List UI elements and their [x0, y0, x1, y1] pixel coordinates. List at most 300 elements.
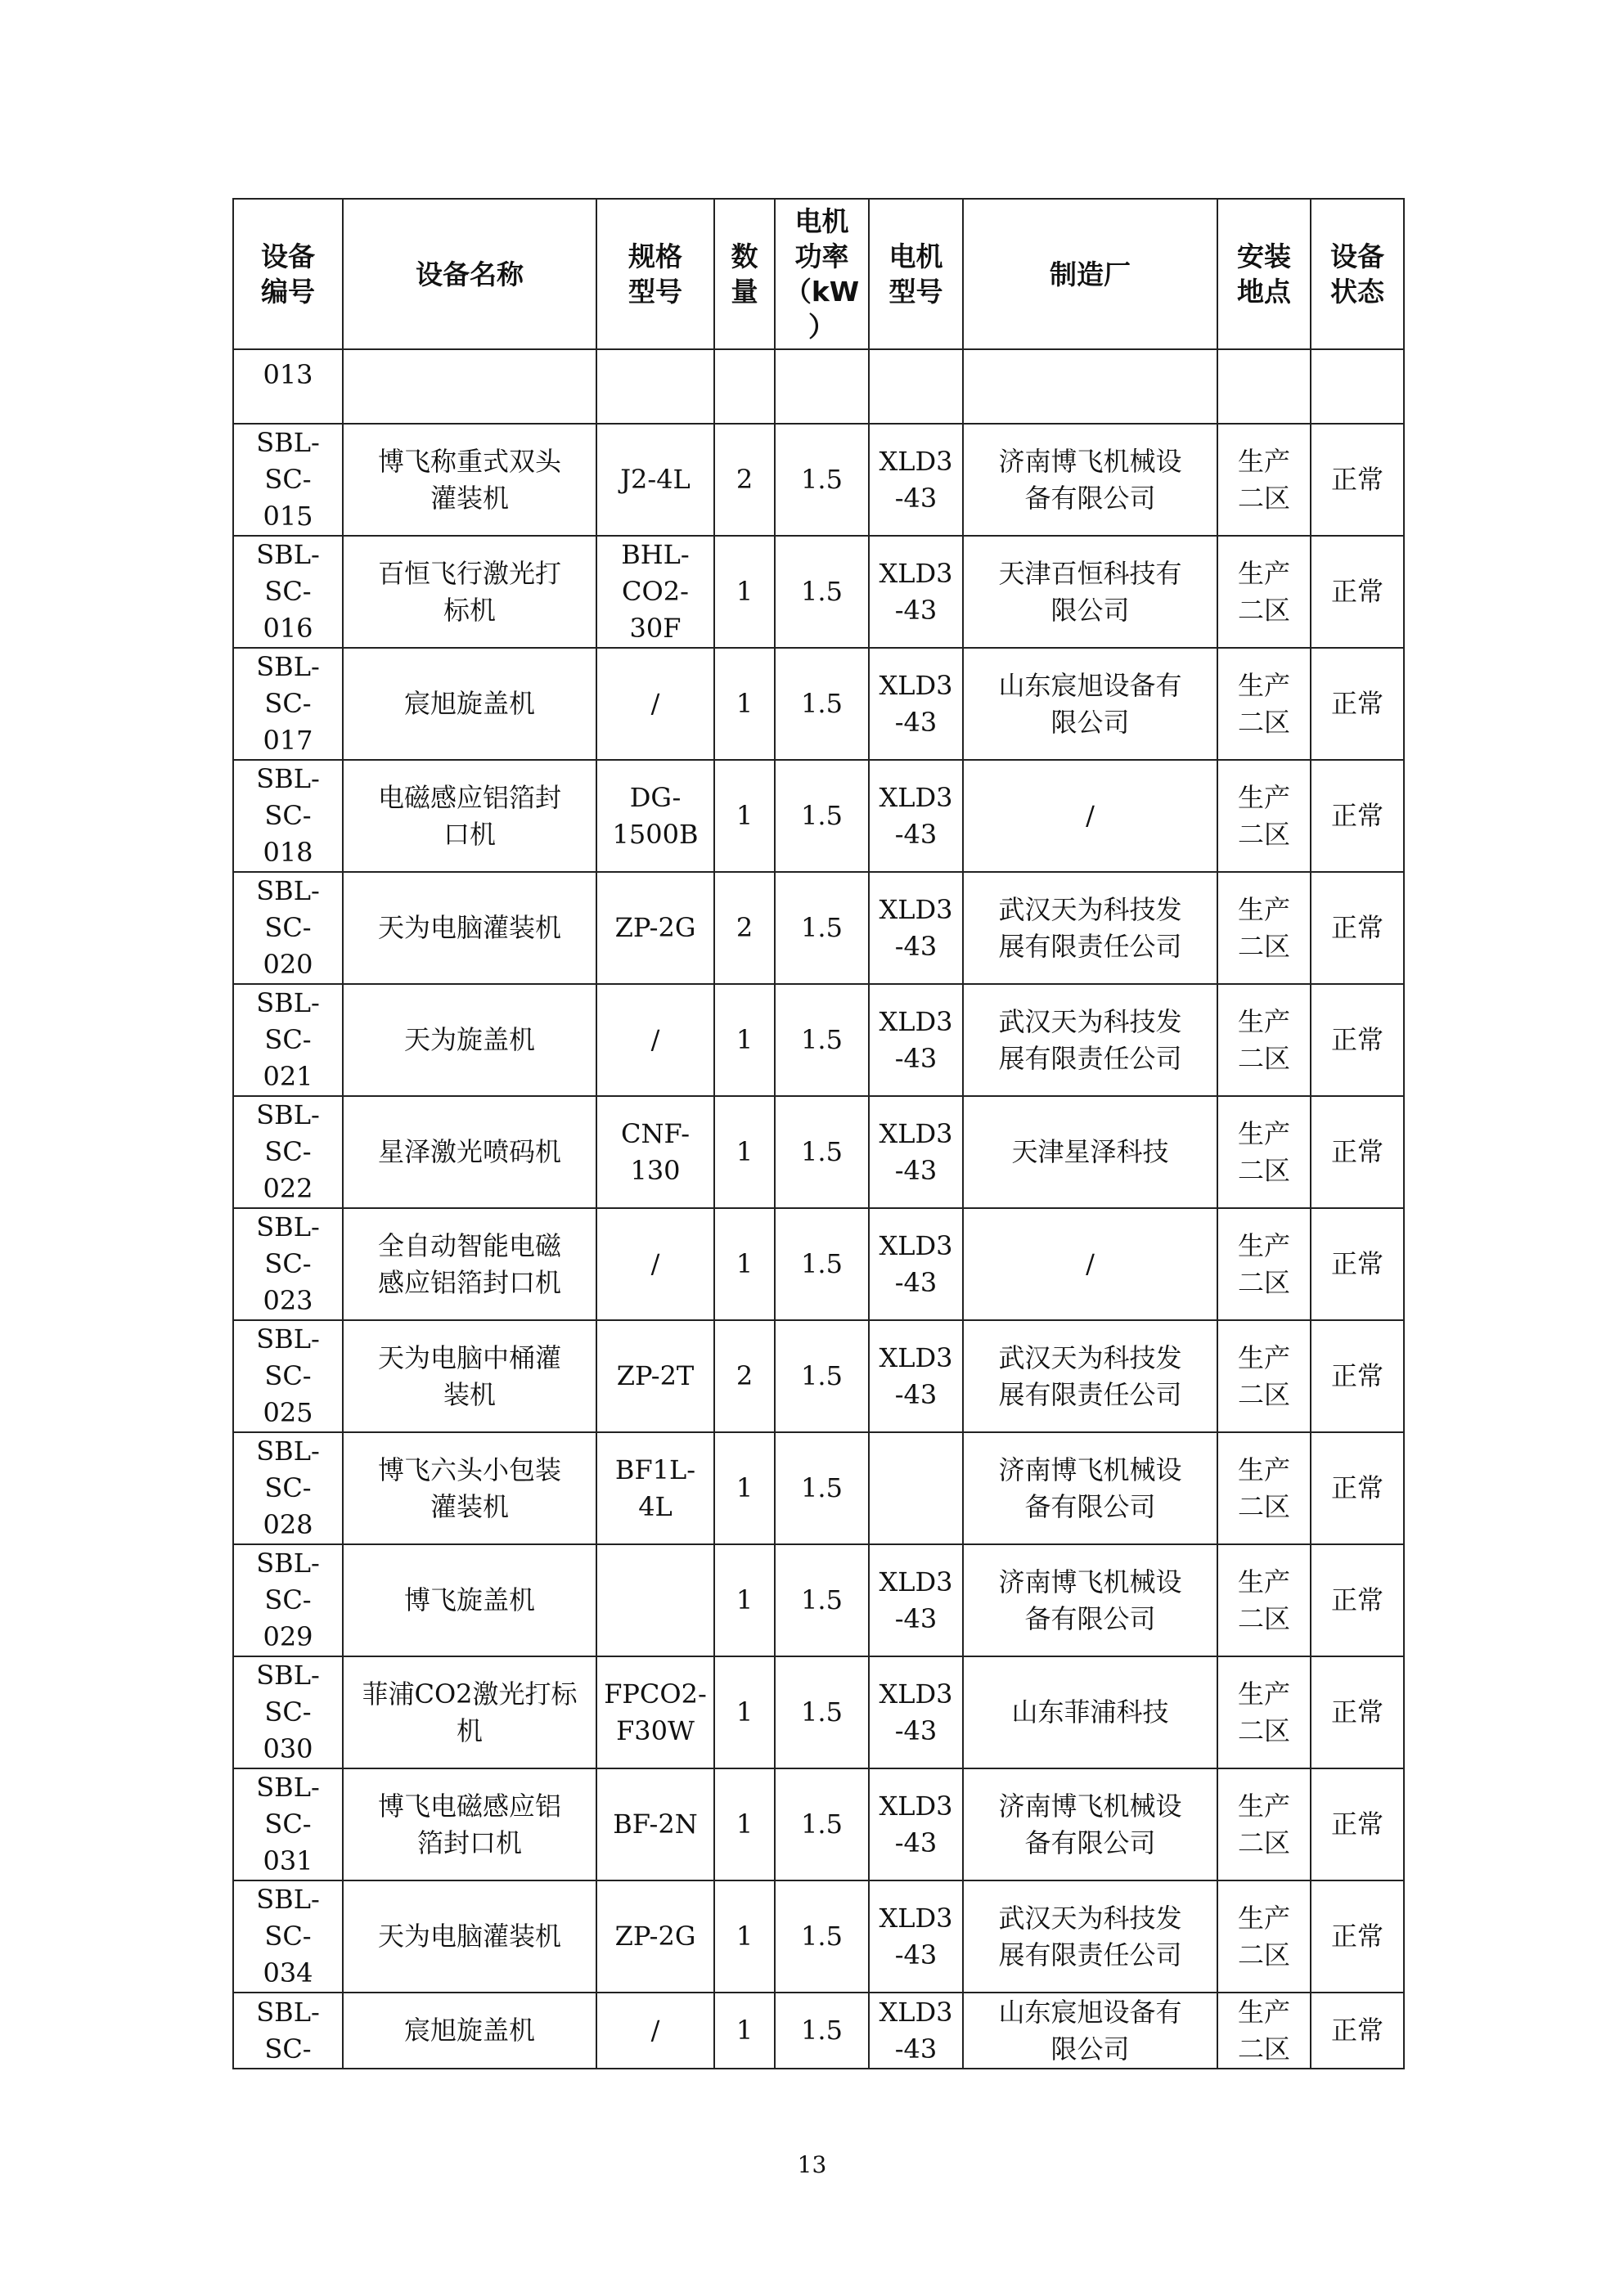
cell-equipment-status: [1311, 648, 1404, 760]
cell-text: 生产 二区: [1237, 669, 1290, 738]
cell-text: /: [650, 2015, 660, 2046]
cell-equipment-status: [1311, 1768, 1404, 1880]
cell-text: 2: [736, 464, 754, 495]
cell-equipment-name: [343, 1993, 596, 2069]
cell-manufacturer: [963, 1320, 1217, 1432]
cell-equipment-id: [233, 984, 343, 1096]
cell-text: 生产 二区: [1237, 1117, 1290, 1186]
cell-text: /: [1086, 800, 1095, 831]
cell-text: SBL- SC- 018: [256, 763, 320, 868]
cell-text: 1: [736, 688, 754, 719]
cell-equipment-name: [343, 648, 596, 760]
cell-spec-model: [596, 1320, 714, 1432]
cell-install-location: [1217, 1768, 1311, 1880]
cell-text: XLD3 -43: [879, 1229, 953, 1298]
cell-text: SBL- SC- 022: [256, 1099, 320, 1204]
cell-equipment-name: [343, 424, 596, 536]
cell-text: XLD3 -43: [879, 1341, 953, 1410]
cell-motor-model: [869, 1432, 963, 1544]
header-spec-model: 规格 型号: [596, 199, 714, 349]
cell-text: 天津星泽科技: [1011, 1136, 1169, 1167]
cell-text: 山东宸旭设备有 限公司: [998, 1996, 1182, 2065]
header-install-location: 安装 地点: [1217, 199, 1311, 349]
cell-text: 博飞称重式双头 灌装机: [377, 445, 561, 514]
cell-motor-model: [869, 1768, 963, 1880]
cell-install-location: [1217, 536, 1311, 648]
cell-text: 正常: [1330, 1808, 1383, 1840]
header-equipment-name: 设备名称: [343, 199, 596, 349]
cell-equipment-name: [343, 1656, 596, 1768]
cell-text: 生产 二区: [1237, 1566, 1290, 1634]
cell-spec-model: [596, 1208, 714, 1320]
cell-manufacturer: [963, 349, 1217, 424]
cell-text: 济南博飞机械设 备有限公司: [998, 1566, 1182, 1634]
table-row: [233, 1656, 1404, 1768]
header-quantity: 数 量: [714, 199, 775, 349]
cell-manufacturer: [963, 424, 1217, 536]
cell-motor-power: [775, 424, 869, 536]
cell-text: 1: [736, 1921, 754, 1952]
cell-text: 1.5: [801, 464, 843, 495]
cell-motor-power: [775, 760, 869, 872]
cell-equipment-id: [233, 424, 343, 536]
cell-equipment-status: [1311, 1432, 1404, 1544]
table-row: [233, 1432, 1404, 1544]
cell-equipment-status: [1311, 536, 1404, 648]
cell-equipment-id: [233, 1880, 343, 1993]
cell-text: 宸旭旋盖机: [403, 688, 535, 719]
cell-equipment-id: [233, 760, 343, 872]
cell-text: XLD3 -43: [879, 1996, 953, 2065]
cell-text: 正常: [1330, 1024, 1383, 1055]
table-row: [233, 1320, 1404, 1432]
cell-motor-power: [775, 1432, 869, 1544]
cell-quantity: [714, 760, 775, 872]
cell-text: 1.5: [801, 1584, 843, 1615]
cell-text: SBL- SC- 030: [256, 1660, 320, 1764]
cell-motor-power: [775, 1096, 869, 1208]
cell-text: 电磁感应铝箔封 口机: [377, 781, 561, 850]
cell-text: SBL- SC- 029: [256, 1548, 320, 1652]
cell-manufacturer: [963, 648, 1217, 760]
cell-text: 武汉天为科技发 展有限责任公司: [998, 893, 1182, 962]
cell-equipment-name: [343, 349, 596, 424]
cell-install-location: [1217, 1432, 1311, 1544]
cell-text: 正常: [1330, 1584, 1383, 1615]
cell-spec-model: [596, 349, 714, 424]
cell-motor-model: [869, 536, 963, 648]
cell-spec-model: [596, 1993, 714, 2069]
cell-motor-power: [775, 872, 869, 984]
cell-text: SBL- SC- 017: [256, 651, 320, 756]
cell-text: 1: [736, 1808, 754, 1840]
cell-quantity: [714, 984, 775, 1096]
cell-text: 1: [736, 1024, 754, 1055]
cell-text: 013: [263, 359, 313, 390]
cell-motor-power: [775, 648, 869, 760]
cell-quantity: [714, 872, 775, 984]
cell-text: 1.5: [801, 688, 843, 719]
cell-text: 1.5: [801, 1024, 843, 1055]
cell-equipment-id: [233, 1096, 343, 1208]
cell-motor-model: [869, 1208, 963, 1320]
cell-equipment-name: [343, 760, 596, 872]
cell-text: SBL- SC- 023: [256, 1211, 320, 1316]
cell-equipment-name: [343, 1320, 596, 1432]
cell-text: SBL- SC- 015: [256, 427, 320, 532]
cell-text: 生产 二区: [1237, 1341, 1290, 1410]
cell-equipment-name: [343, 1208, 596, 1320]
cell-text: 生产 二区: [1237, 445, 1290, 514]
cell-text: 1.5: [801, 1808, 843, 1840]
cell-install-location: [1217, 1096, 1311, 1208]
cell-text: 生产 二区: [1237, 1790, 1290, 1858]
cell-text: SBL- SC- 020: [256, 875, 320, 980]
cell-text: 正常: [1330, 1248, 1383, 1279]
cell-install-location: [1217, 1320, 1311, 1432]
cell-text: ZP-2G: [614, 1921, 696, 1952]
cell-text: 武汉天为科技发 展有限责任公司: [998, 1902, 1182, 1970]
cell-equipment-name: [343, 1432, 596, 1544]
cell-manufacturer: [963, 1544, 1217, 1656]
cell-equipment-id: [233, 1993, 343, 2069]
cell-text: 1.5: [801, 2015, 843, 2046]
cell-text: 天为电脑灌装机: [377, 1921, 561, 1952]
cell-text: XLD3 -43: [879, 669, 953, 738]
cell-spec-model: [596, 424, 714, 536]
cell-quantity: [714, 1432, 775, 1544]
cell-equipment-id: [233, 872, 343, 984]
cell-text: 生产 二区: [1237, 1005, 1290, 1074]
table-row: [233, 424, 1404, 536]
cell-motor-power: [775, 1656, 869, 1768]
cell-text: 正常: [1330, 464, 1383, 495]
cell-text: 天津百恒科技有 限公司: [998, 557, 1182, 626]
cell-equipment-id: [233, 1208, 343, 1320]
cell-equipment-status: [1311, 984, 1404, 1096]
cell-equipment-name: [343, 1880, 596, 1993]
cell-text: FPCO2- F30W: [604, 1678, 707, 1746]
cell-equipment-name: [343, 872, 596, 984]
table-row: [233, 648, 1404, 760]
cell-install-location: [1217, 1993, 1311, 2069]
cell-text: 天为电脑中桶灌 装机: [377, 1341, 561, 1410]
cell-equipment-name: [343, 984, 596, 1096]
cell-equipment-id: [233, 1544, 343, 1656]
cell-text: 全自动智能电磁 感应铝箔封口机: [377, 1229, 561, 1298]
cell-quantity: [714, 536, 775, 648]
cell-spec-model: [596, 1880, 714, 1993]
cell-equipment-status: [1311, 349, 1404, 424]
cell-equipment-id: [233, 349, 343, 424]
table-row: [233, 1993, 1404, 2069]
table-row: [233, 1208, 1404, 1320]
cell-motor-model: [869, 1544, 963, 1656]
cell-motor-model: [869, 1096, 963, 1208]
cell-quantity: [714, 648, 775, 760]
cell-install-location: [1217, 349, 1311, 424]
cell-text: BF1L- 4L: [614, 1454, 696, 1522]
cell-equipment-name: [343, 1768, 596, 1880]
table-row: [233, 1544, 1404, 1656]
cell-text: 1.5: [801, 1248, 843, 1279]
table-row: [233, 984, 1404, 1096]
cell-text: 1: [736, 1472, 754, 1503]
cell-motor-model: [869, 1993, 963, 2069]
cell-text: 博飞电磁感应铝 箔封口机: [377, 1790, 561, 1858]
cell-motor-power: [775, 1544, 869, 1656]
cell-text: 1.5: [801, 912, 843, 943]
cell-text: 1: [736, 1584, 754, 1615]
cell-install-location: [1217, 424, 1311, 536]
cell-text: 1.5: [801, 1360, 843, 1391]
header-manufacturer: 制造厂: [963, 199, 1217, 349]
header-motor-model: 电机 型号: [869, 199, 963, 349]
cell-text: 济南博飞机械设 备有限公司: [998, 1454, 1182, 1522]
cell-text: /: [650, 1024, 660, 1055]
cell-text: XLD3 -43: [879, 781, 953, 850]
cell-text: 山东宸旭设备有 限公司: [998, 669, 1182, 738]
cell-install-location: [1217, 872, 1311, 984]
table-row: [233, 1880, 1404, 1993]
cell-equipment-status: [1311, 1320, 1404, 1432]
cell-text: 生产 二区: [1237, 1678, 1290, 1746]
table-row: [233, 1096, 1404, 1208]
cell-install-location: [1217, 1656, 1311, 1768]
cell-motor-model: [869, 984, 963, 1096]
cell-text: XLD3 -43: [879, 893, 953, 962]
table-row: [233, 349, 1404, 424]
cell-spec-model: [596, 1096, 714, 1208]
cell-text: 1.5: [801, 800, 843, 831]
cell-spec-model: [596, 536, 714, 648]
cell-text: 天为旋盖机: [403, 1024, 535, 1055]
cell-text: 1.5: [801, 576, 843, 607]
cell-equipment-status: [1311, 1544, 1404, 1656]
cell-text: /: [650, 688, 660, 719]
cell-text: 生产 二区: [1237, 781, 1290, 850]
cell-text: 正常: [1330, 576, 1383, 607]
cell-quantity: [714, 1208, 775, 1320]
cell-text: 2: [736, 1360, 754, 1391]
cell-text: 1.5: [801, 1136, 843, 1167]
cell-text: /: [650, 1248, 660, 1279]
cell-equipment-id: [233, 648, 343, 760]
cell-motor-model: [869, 648, 963, 760]
cell-motor-model: [869, 760, 963, 872]
cell-text: 正常: [1330, 1136, 1383, 1167]
cell-text: J2-4L: [620, 464, 691, 495]
cell-motor-power: [775, 1768, 869, 1880]
cell-equipment-id: [233, 1656, 343, 1768]
cell-text: SBL- SC- 031: [256, 1772, 320, 1876]
equipment-table: [232, 198, 1405, 2069]
header-equipment-id: 设备 编号: [233, 199, 343, 349]
cell-text: XLD3 -43: [879, 557, 953, 626]
cell-equipment-id: [233, 1432, 343, 1544]
cell-motor-power: [775, 1320, 869, 1432]
table-row: [233, 1768, 1404, 1880]
cell-equipment-id: [233, 1768, 343, 1880]
cell-text: 正常: [1330, 2015, 1383, 2046]
cell-spec-model: [596, 648, 714, 760]
cell-manufacturer: [963, 1096, 1217, 1208]
cell-equipment-id: [233, 536, 343, 648]
cell-text: 百恒飞行激光打 标机: [377, 557, 561, 626]
cell-text: 生产 二区: [1237, 1454, 1290, 1522]
cell-text: 正常: [1330, 800, 1383, 831]
cell-text: 1: [736, 1248, 754, 1279]
cell-text: 1: [736, 1136, 754, 1167]
cell-motor-model: [869, 349, 963, 424]
cell-text: 武汉天为科技发 展有限责任公司: [998, 1341, 1182, 1410]
cell-text: 1: [736, 1696, 754, 1728]
cell-quantity: [714, 1993, 775, 2069]
cell-text: 生产 二区: [1237, 557, 1290, 626]
cell-text: SBL- SC- 025: [256, 1323, 320, 1428]
cell-quantity: [714, 1768, 775, 1880]
cell-quantity: [714, 1544, 775, 1656]
cell-manufacturer: [963, 760, 1217, 872]
cell-text: 博飞旋盖机: [403, 1584, 535, 1615]
cell-manufacturer: [963, 872, 1217, 984]
cell-text: DG- 1500B: [612, 781, 699, 850]
cell-text: XLD3 -43: [879, 445, 953, 514]
page-number: 13: [797, 2151, 827, 2178]
cell-equipment-status: [1311, 1656, 1404, 1768]
cell-motor-power: [775, 536, 869, 648]
cell-quantity: [714, 1656, 775, 1768]
cell-text: 山东菲浦科技: [1011, 1696, 1169, 1728]
cell-motor-model: [869, 872, 963, 984]
cell-manufacturer: [963, 1993, 1217, 2069]
cell-text: 武汉天为科技发 展有限责任公司: [998, 1005, 1182, 1074]
cell-text: /: [1086, 1248, 1095, 1279]
header-motor-power: 电机 功率 （kW ）: [775, 199, 869, 349]
cell-text: 宸旭旋盖机: [403, 2015, 535, 2046]
cell-text: SBL- SC- 034: [256, 1884, 320, 1988]
cell-spec-model: [596, 872, 714, 984]
cell-quantity: [714, 1880, 775, 1993]
cell-text: XLD3 -43: [879, 1005, 953, 1074]
cell-equipment-name: [343, 536, 596, 648]
cell-text: 正常: [1330, 688, 1383, 719]
cell-text: SBL- SC- 028: [256, 1436, 320, 1540]
cell-quantity: [714, 349, 775, 424]
cell-text: 正常: [1330, 1472, 1383, 1503]
cell-install-location: [1217, 760, 1311, 872]
cell-equipment-status: [1311, 872, 1404, 984]
cell-spec-model: [596, 760, 714, 872]
cell-equipment-status: [1311, 1096, 1404, 1208]
cell-manufacturer: [963, 984, 1217, 1096]
cell-equipment-status: [1311, 424, 1404, 536]
cell-spec-model: [596, 1656, 714, 1768]
cell-text: XLD3 -43: [879, 1117, 953, 1186]
cell-motor-power: [775, 1993, 869, 2069]
cell-manufacturer: [963, 1432, 1217, 1544]
cell-manufacturer: [963, 1656, 1217, 1768]
cell-text: 1.5: [801, 1696, 843, 1728]
cell-text: 1: [736, 800, 754, 831]
cell-equipment-name: [343, 1096, 596, 1208]
cell-text: XLD3 -43: [879, 1902, 953, 1970]
cell-manufacturer: [963, 1768, 1217, 1880]
cell-install-location: [1217, 984, 1311, 1096]
cell-motor-model: [869, 1320, 963, 1432]
cell-text: 正常: [1330, 1921, 1383, 1952]
header-equipment-status: 设备 状态: [1311, 199, 1404, 349]
cell-text: SBL- SC- 021: [256, 987, 320, 1092]
cell-motor-model: [869, 1656, 963, 1768]
cell-text: SBL- SC-: [256, 1996, 320, 2065]
cell-text: 2: [736, 912, 754, 943]
cell-motor-model: [869, 1880, 963, 1993]
cell-spec-model: [596, 1544, 714, 1656]
cell-equipment-status: [1311, 1993, 1404, 2069]
cell-text: 博飞六头小包装 灌装机: [377, 1454, 561, 1522]
cell-equipment-status: [1311, 1880, 1404, 1993]
cell-quantity: [714, 1096, 775, 1208]
table-row: [233, 536, 1404, 648]
cell-motor-power: [775, 1880, 869, 1993]
cell-text: 1.5: [801, 1921, 843, 1952]
cell-text: ZP-2T: [616, 1360, 695, 1391]
cell-text: 正常: [1330, 1360, 1383, 1391]
cell-text: 1.5: [801, 1472, 843, 1503]
cell-text: BF-2N: [613, 1808, 698, 1840]
header-row: [233, 199, 1404, 349]
cell-text: 1: [736, 2015, 754, 2046]
cell-spec-model: [596, 984, 714, 1096]
cell-install-location: [1217, 648, 1311, 760]
cell-text: CNF- 130: [620, 1117, 691, 1186]
cell-quantity: [714, 424, 775, 536]
cell-equipment-id: [233, 1320, 343, 1432]
cell-text: 1: [736, 576, 754, 607]
cell-text: SBL- SC- 016: [256, 539, 320, 644]
cell-text: XLD3 -43: [879, 1678, 953, 1746]
cell-text: BHL- CO2- 30F: [621, 539, 690, 644]
cell-text: 生产 二区: [1237, 1996, 1290, 2065]
cell-motor-power: [775, 349, 869, 424]
cell-install-location: [1217, 1544, 1311, 1656]
cell-motor-power: [775, 984, 869, 1096]
cell-quantity: [714, 1320, 775, 1432]
cell-install-location: [1217, 1880, 1311, 1993]
cell-manufacturer: [963, 536, 1217, 648]
cell-text: 生产 二区: [1237, 1902, 1290, 1970]
cell-text: 生产 二区: [1237, 1229, 1290, 1298]
cell-equipment-status: [1311, 760, 1404, 872]
cell-install-location: [1217, 1208, 1311, 1320]
cell-text: 星泽激光喷码机: [377, 1136, 561, 1167]
cell-manufacturer: [963, 1880, 1217, 1993]
table-row: [233, 872, 1404, 984]
cell-text: 正常: [1330, 912, 1383, 943]
cell-motor-power: [775, 1208, 869, 1320]
cell-text: 济南博飞机械设 备有限公司: [998, 1790, 1182, 1858]
cell-spec-model: [596, 1768, 714, 1880]
cell-text: ZP-2G: [614, 912, 696, 943]
cell-text: XLD3 -43: [879, 1566, 953, 1634]
table-row: [233, 760, 1404, 872]
cell-equipment-status: [1311, 1208, 1404, 1320]
cell-text: 生产 二区: [1237, 893, 1290, 962]
cell-motor-model: [869, 424, 963, 536]
cell-spec-model: [596, 1432, 714, 1544]
cell-text: XLD3 -43: [879, 1790, 953, 1858]
